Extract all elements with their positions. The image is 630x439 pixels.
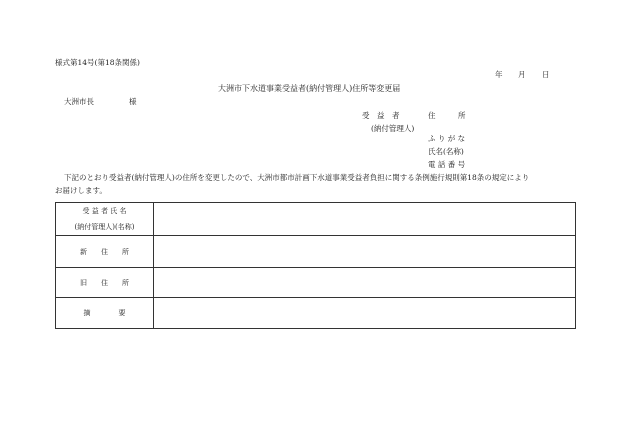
new-address-field[interactable] bbox=[154, 236, 576, 268]
agent-label: (納付管理人) bbox=[371, 124, 415, 133]
form-number: 様式第14号(第18条関係) bbox=[55, 58, 140, 67]
body-text-line2: お届けします。 bbox=[55, 186, 107, 195]
new-address-label: 新 住 所 bbox=[56, 236, 154, 268]
phone-label: 電 話 番 号 bbox=[428, 160, 466, 169]
old-address-field[interactable] bbox=[154, 268, 576, 298]
address-label: 住 所 bbox=[428, 111, 466, 120]
addressee: 大洲市長 bbox=[64, 97, 94, 106]
beneficiary-name-field[interactable] bbox=[154, 203, 576, 236]
furigana-label: ふ り が な bbox=[428, 134, 466, 143]
change-form-table bbox=[55, 202, 576, 329]
beneficiary-label: 受 益 者 bbox=[362, 111, 400, 120]
agent-name-label: (納付管理人)(名称) bbox=[74, 223, 135, 231]
body-text-line1: 下記のとおり受益者(納付管理人)の住所を変更したので、大洲市都市計画下水道事業受益者負担に関する条例施行規則第18条の規定により bbox=[64, 173, 530, 182]
document-title: 大洲市下水道事業受益者(納付管理人)住所等変更届 bbox=[218, 84, 401, 93]
beneficiary-name-label: 受 益 者 氏 名 bbox=[82, 207, 127, 215]
addressee-honorific: 様 bbox=[129, 97, 137, 106]
date-month-label: 月 bbox=[518, 70, 526, 79]
date-day-label: 日 bbox=[542, 70, 550, 79]
beneficiary-name-label-cell bbox=[56, 203, 154, 236]
remarks-field[interactable] bbox=[154, 298, 576, 329]
remarks-label: 摘 要 bbox=[56, 298, 154, 329]
table-row bbox=[56, 236, 576, 268]
table-row bbox=[56, 203, 576, 236]
table-row bbox=[56, 298, 576, 329]
old-address-label: 旧 住 所 bbox=[56, 268, 154, 298]
name-label: 氏名(名称) bbox=[428, 147, 464, 156]
date-year-label: 年 bbox=[495, 70, 503, 79]
table-row bbox=[56, 268, 576, 298]
